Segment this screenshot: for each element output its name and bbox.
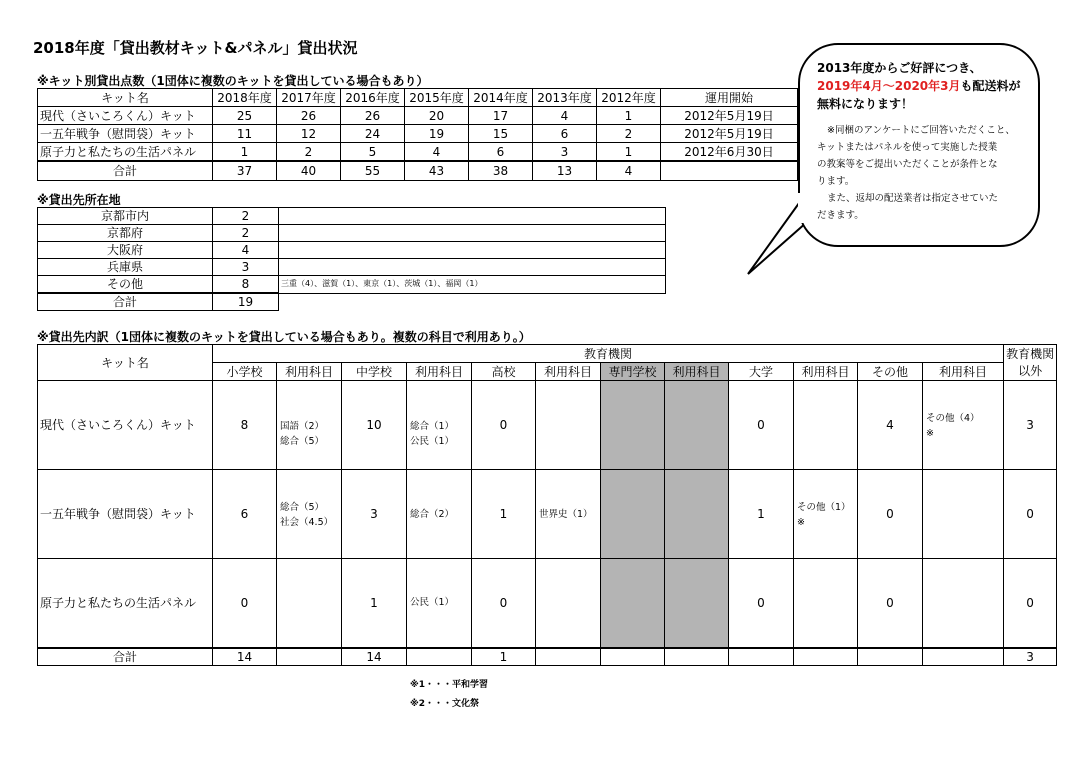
header-cell: 2012年度 [597, 89, 661, 107]
table-cell [665, 381, 729, 470]
table-cell [277, 559, 342, 648]
table-cell: 0 [213, 559, 277, 648]
table-total-row [38, 293, 666, 311]
header-cell: 高校 [472, 363, 536, 381]
table-cell: 2 [213, 225, 279, 242]
section2-heading: ※貸出先所在地 [37, 193, 121, 207]
table-cell: 0 [858, 559, 923, 648]
breakdown-table [37, 344, 1057, 666]
table-cell [665, 470, 729, 559]
table-cell: 2012年5月19日 [661, 125, 798, 143]
table-cell: 2012年6月30日 [661, 143, 798, 162]
table-cell [407, 648, 472, 666]
table-cell: 10 [342, 381, 407, 470]
table-row [38, 381, 1057, 470]
header-cell: 2016年度 [341, 89, 405, 107]
header-cell: 2014年度 [469, 89, 533, 107]
table-cell: 1 [342, 559, 407, 648]
table-cell: 3 [533, 143, 597, 162]
table-cell: 1 [213, 143, 277, 162]
table-cell: 京都市内 [38, 208, 213, 225]
table-cell: その他（1） ※ [794, 470, 858, 559]
table-cell: 総合（5） 社会（4.5） [277, 470, 342, 559]
table-cell: 5 [341, 143, 405, 162]
table-cell [279, 259, 666, 276]
location-table [37, 207, 666, 311]
table-cell: 0 [1004, 470, 1057, 559]
table-cell: 37 [213, 161, 277, 181]
table-cell: 0 [729, 381, 794, 470]
table-cell: 26 [341, 107, 405, 125]
table-cell [279, 242, 666, 259]
table-cell: 38 [469, 161, 533, 181]
table-cell [279, 208, 666, 225]
table-cell [665, 559, 729, 648]
table-cell: 24 [341, 125, 405, 143]
header-cell: 利用科目 [277, 363, 342, 381]
table-cell: 三重（4）、滋賀（1）、東京（1）、茨城（1）、福岡（1） [279, 276, 666, 294]
notice-period: 2019年4月～2020年3月 [817, 79, 961, 93]
kit-count-table [37, 88, 798, 181]
table-cell [601, 381, 665, 470]
table-row [38, 242, 666, 259]
table-header-row [38, 89, 798, 107]
table-cell: その他 [38, 276, 213, 294]
table-cell: 0 [729, 559, 794, 648]
header-cell: 教育機関 [1004, 345, 1057, 363]
table-cell: 19 [405, 125, 469, 143]
table-cell: 17 [469, 107, 533, 125]
table-cell: 25 [213, 107, 277, 125]
table-cell: 15 [469, 125, 533, 143]
table-row [38, 208, 666, 225]
table-cell: 12 [277, 125, 341, 143]
page-title: 2018年度「貸出教材キット&パネル」貸出状況 [33, 39, 358, 57]
table-cell: 大阪府 [38, 242, 213, 259]
header-cell: キット名 [38, 345, 213, 381]
notice-line2: 2019年4月～2020年3月も配送料が [817, 79, 1021, 93]
table-cell [858, 648, 923, 666]
header-cell: 専門学校 [601, 363, 665, 381]
table-cell: 8 [213, 276, 279, 294]
table-cell: 6 [213, 470, 277, 559]
footnote: ※1・・・平和学習 [410, 680, 489, 690]
table-cell: 13 [533, 161, 597, 181]
table-total-row [38, 648, 1057, 666]
table-cell: 4 [405, 143, 469, 162]
table-cell: 1 [472, 470, 536, 559]
table-cell: 3 [1004, 381, 1057, 470]
notice-note: ※同梱のアンケートにご回答いただくこと、 キットまたはパネルを使って実施した授業 の教案等をご提出いただくことが条件とな ります。 また、返却の配送業者は指定させていた だきます。 [817, 125, 1015, 221]
table-cell: 6 [469, 143, 533, 162]
table-cell: 4 [213, 242, 279, 259]
table-cell: 合計 [38, 161, 213, 181]
table-cell: 原子力と私たちの生活パネル [38, 559, 213, 648]
header-cell: 以外 [1004, 363, 1057, 381]
table-cell [279, 225, 666, 242]
table-cell: 6 [533, 125, 597, 143]
table-row [38, 125, 798, 143]
table-cell: 3 [213, 259, 279, 276]
table-header-row [38, 345, 1057, 363]
table-cell [277, 648, 342, 666]
section1-heading: ※キット別貸出点数（1団体に複数のキットを貸出している場合もあり） [37, 74, 429, 88]
table-cell: 1 [597, 107, 661, 125]
header-cell: 2015年度 [405, 89, 469, 107]
table-row [38, 259, 666, 276]
table-cell: 一五年戦争（慰問袋）キット [38, 470, 213, 559]
table-cell: 兵庫県 [38, 259, 213, 276]
table-cell [794, 648, 858, 666]
table-cell: 合計 [38, 648, 213, 666]
table-cell: 0 [472, 559, 536, 648]
table-cell: 3 [342, 470, 407, 559]
header-cell: 運用開始 [661, 89, 798, 107]
table-cell: 11 [213, 125, 277, 143]
table-cell: 現代（さいころくん）キット [38, 381, 213, 470]
table-row [38, 107, 798, 125]
table-cell: 1 [729, 470, 794, 559]
table-cell: 公民（1） [407, 559, 472, 648]
header-cell: 利用科目 [923, 363, 1004, 381]
table-cell: 一五年戦争（慰問袋）キット [38, 125, 213, 143]
table-cell: 京都府 [38, 225, 213, 242]
table-cell: 世界史（1） [536, 470, 601, 559]
table-cell: 総合（1） 公民（1） [407, 381, 472, 470]
header-cell: その他 [858, 363, 923, 381]
table-cell [665, 648, 729, 666]
table-cell [729, 648, 794, 666]
table-cell: 合計 [38, 293, 213, 311]
table-cell: 国語（2） 総合（5） [277, 381, 342, 470]
table-cell: 総合（2） [407, 470, 472, 559]
table-cell: 2 [277, 143, 341, 162]
table-cell [536, 381, 601, 470]
table-cell: 8 [213, 381, 277, 470]
header-cell: 小学校 [213, 363, 277, 381]
table-cell: 0 [1004, 559, 1057, 648]
notice-line3: 無料になります！ [817, 97, 914, 111]
table-cell: 1 [472, 648, 536, 666]
table-cell: 14 [213, 648, 277, 666]
table-cell [794, 381, 858, 470]
header-cell: 中学校 [342, 363, 407, 381]
table-row [38, 225, 666, 242]
header-cell: 利用科目 [536, 363, 601, 381]
table-cell [923, 470, 1004, 559]
table-cell: 4 [597, 161, 661, 181]
section3-heading: ※貸出先内訳（1団体に複数のキットを貸出している場合もあり。複数の科目で利用あり。） [37, 330, 531, 344]
header-cell: 2018年度 [213, 89, 277, 107]
header-cell: キット名 [38, 89, 213, 107]
header-cell: 2017年度 [277, 89, 341, 107]
table-row [38, 470, 1057, 559]
table-cell [601, 559, 665, 648]
table-cell [536, 648, 601, 666]
table-cell: 14 [342, 648, 407, 666]
table-cell: 43 [405, 161, 469, 181]
table-cell [279, 293, 666, 311]
bubble-tail-joint [798, 193, 804, 223]
table-cell: その他（4） ※ [923, 381, 1004, 470]
table-cell: 2012年5月19日 [661, 107, 798, 125]
table-cell: 0 [472, 381, 536, 470]
table-row [38, 559, 1057, 648]
table-cell: 1 [597, 143, 661, 162]
table-cell: 26 [277, 107, 341, 125]
table-cell [601, 470, 665, 559]
table-cell: 4 [533, 107, 597, 125]
table-cell [794, 559, 858, 648]
table-cell: 55 [341, 161, 405, 181]
header-cell: 利用科目 [794, 363, 858, 381]
header-cell: 利用科目 [665, 363, 729, 381]
table-cell: 4 [858, 381, 923, 470]
table-cell: 2 [213, 208, 279, 225]
table-cell: 19 [213, 293, 279, 311]
table-total-row [38, 161, 798, 181]
table-cell: 2 [597, 125, 661, 143]
table-cell: 原子力と私たちの生活パネル [38, 143, 213, 162]
table-cell [601, 648, 665, 666]
table-cell: 20 [405, 107, 469, 125]
table-cell: 3 [1004, 648, 1057, 666]
table-row [38, 276, 666, 294]
header-cell: 2013年度 [533, 89, 597, 107]
table-cell: 0 [858, 470, 923, 559]
table-cell [923, 648, 1004, 666]
footnote: ※2・・・文化祭 [410, 699, 480, 709]
table-cell [536, 559, 601, 648]
header-cell: 大学 [729, 363, 794, 381]
notice-bubble [798, 43, 1040, 247]
notice-line1: 2013年度からご好評につき、 [817, 61, 982, 75]
table-row [38, 143, 798, 162]
table-cell: 現代（さいころくん）キット [38, 107, 213, 125]
header-cell: 教育機関 [213, 345, 1004, 363]
table-cell [923, 559, 1004, 648]
table-cell: 40 [277, 161, 341, 181]
header-cell: 利用科目 [407, 363, 472, 381]
